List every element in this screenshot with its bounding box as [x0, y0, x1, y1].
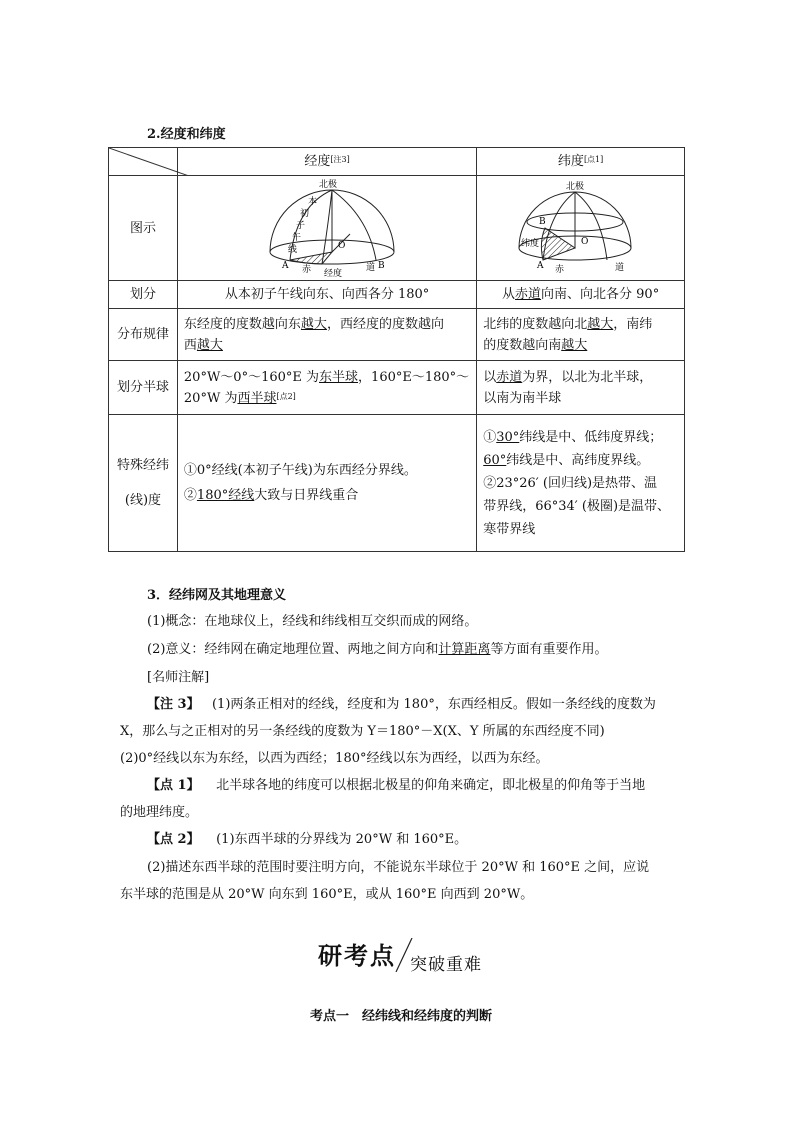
section-3-title: 3．经纬网及其地理意义: [147, 588, 287, 603]
longitude-diagram-cell: [177, 176, 476, 281]
note-3-line-2: X，那么与之正相对的另一条经线的度数为 Y＝180°－X(X、Y 所属的东西经度不同): [120, 724, 605, 739]
latitude-division: 从赤道向南、向北各分 90°: [477, 281, 685, 309]
latitude-special: ①30°纬线是中、低纬度界线； 60°纬线是中、高纬度界线。 ②23°26′ (回归线)是热带、温 带界线，66°34′ (极圈)是温带、 寒带界线: [477, 415, 685, 552]
meaning-line: (2)意义：经纬网在确定地理位置、两地之间方向和计算距离等方面有重要作用。: [147, 642, 608, 657]
notes-header: [名师注解]: [147, 670, 210, 685]
point-2-line-3: 东半球的范围是从 20°W 向东到 160°E，或从 160°E 向西到 20°W。: [120, 887, 534, 902]
section-2-title: 2.经度和纬度: [147, 127, 226, 142]
lon-equator-label: 赤: [301, 265, 311, 275]
lon-meridian-char: 子: [295, 221, 305, 231]
banner-main-text: 研考点: [318, 942, 396, 970]
latitude-hemisphere-diagram: [477, 176, 680, 280]
header-latitude: 纬度[点1]: [477, 148, 685, 176]
longitude-hemisphere-diagram: [178, 176, 468, 280]
latitude-hemisphere: 以赤道为界，以北为北半球， 以南为南半球: [477, 361, 685, 415]
lon-equator-label: 道: [365, 263, 375, 273]
longitude-pattern: 东经度的度数越向东越大，西经度的度数越向 西越大: [177, 309, 476, 361]
row-head-diagram: 图示: [109, 176, 178, 281]
topic-1-heading: 考点一 经纬线和经纬度的判断: [310, 1009, 493, 1024]
lon-o-label: O: [337, 241, 346, 251]
lon-meridian-char: 线: [287, 245, 297, 255]
point-1-line-2: 的地理纬度。: [120, 805, 199, 820]
lon-meridian-char: 初: [299, 209, 309, 219]
note-3-line-1: 【注 3】 (1)两条正相对的经线，经度和为 180°，东西经相反。假如一条经线的度数为: [147, 697, 656, 712]
lat-equator-label: 道: [615, 263, 625, 273]
lon-meridian-char: 午: [291, 233, 301, 243]
lon-a-label: A: [281, 261, 289, 271]
header-corner-cell: [109, 148, 178, 176]
lat-equator-label: 赤: [555, 265, 565, 275]
lat-o-label: O: [581, 237, 589, 247]
row-head-division: 划分: [109, 281, 178, 309]
latitude-pattern: 北纬的度数越向北越大，南纬 的度数越向南越大: [477, 309, 685, 361]
lon-angle-label: 经度: [323, 269, 342, 279]
longitude-division: 从本初子午线向东、向西各分 180°: [177, 281, 476, 309]
lon-north-pole-label: 北极: [318, 180, 337, 190]
section-banner: [318, 932, 518, 975]
lon-b-label: B: [377, 261, 385, 271]
point-2-line-1: 【点 2】 (1)东西半球的分界线为 20°W 和 160°E。: [147, 832, 468, 847]
lat-angle-label: 纬度: [521, 239, 540, 249]
longitude-latitude-table: [108, 147, 685, 552]
lat-b-label: B: [539, 217, 546, 227]
longitude-hemisphere: 20°W～0°～160°E 为东半球，160°E～180°～ 20°W 为西半球[点2]: [177, 361, 476, 415]
diagonal-line: [109, 148, 189, 176]
point-1-line-1: 【点 1】 北半球各地的纬度可以根据北极星的仰角来确定，即北极星的仰角等于当地: [147, 778, 646, 793]
longitude-special: ①0°经线(本初子午线)为东西经分界线。 ②180°经线大致与日界线重合: [177, 415, 476, 552]
row-head-special: 特殊经纬 (线)度: [109, 415, 178, 552]
row-head-pattern: 分布规律: [109, 309, 178, 361]
lat-a-label: A: [537, 261, 544, 271]
lon-meridian-char: 本: [307, 197, 317, 207]
row-head-hemisphere: 划分半球: [109, 361, 178, 415]
banner-sub-text: 突破重难: [410, 955, 482, 975]
concept-line: (1)概念：在地球仪上，经线和纬线相互交织而成的网络。: [147, 614, 478, 629]
note-3-line-3: (2)0°经线以东为东经，以西为西经；180°经线以东为西经，以西为东经。: [120, 751, 549, 766]
point-2-line-2: (2)描述东西半球的范围时要注明方向，不能说东半球位于 20°W 和 160°E 之间，应说: [147, 860, 650, 875]
lat-north-pole-label: 北极: [566, 182, 585, 192]
latitude-diagram-cell: [477, 176, 685, 281]
header-longitude: 经度[注3]: [177, 148, 476, 176]
